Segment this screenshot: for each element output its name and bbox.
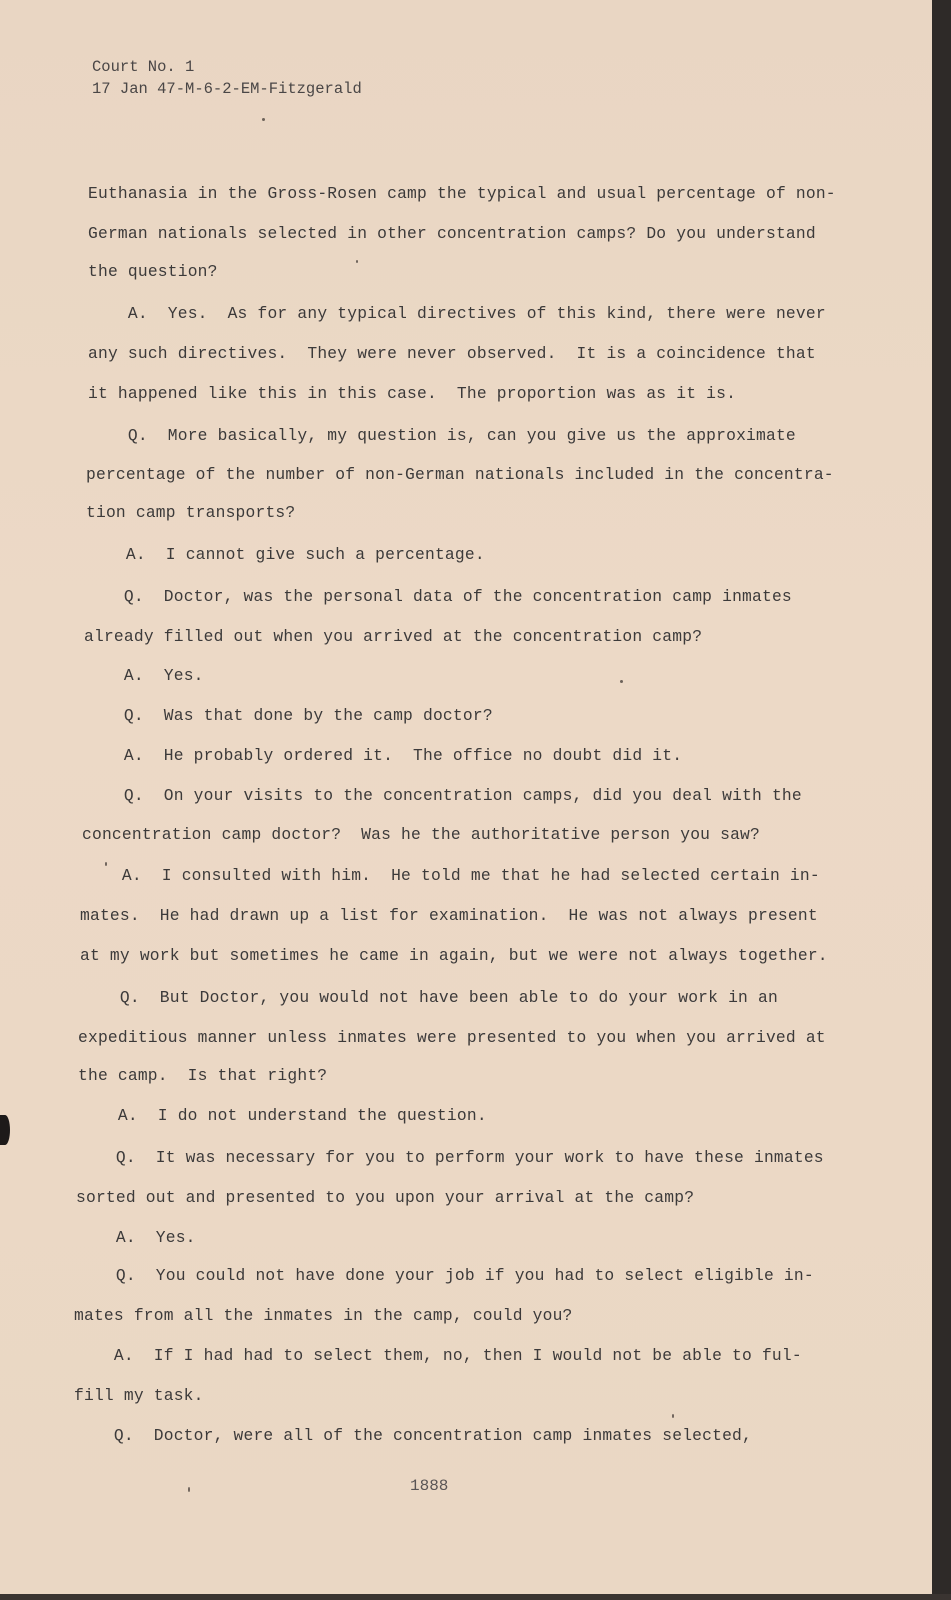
- transcript-line: the question?: [88, 262, 218, 281]
- transcript-line: mates. He had drawn up a list for examination. He was not always present: [80, 906, 818, 925]
- binding-hole: [0, 1115, 10, 1145]
- transcript-line: percentage of the number of non-German nationals included in the concentra-: [86, 465, 834, 484]
- scan-edge-bottom: [0, 1594, 951, 1600]
- transcript-reference: 17 Jan 47-M-6-2-EM-Fitzgerald: [92, 80, 362, 98]
- transcript-line: A. He probably ordered it. The office no doubt did it.: [84, 746, 683, 765]
- transcript-line: Euthanasia in the Gross-Rosen camp the typical and usual percentage of non-: [88, 184, 836, 203]
- transcript-line: A. I cannot give such a percentage.: [86, 545, 485, 564]
- transcript-line: mates from all the inmates in the camp, could you?: [74, 1306, 573, 1325]
- transcript-line: any such directives. They were never observed. It is a coincidence that: [88, 344, 816, 363]
- transcript-line: already filled out when you arrived at the concentration camp?: [84, 627, 703, 646]
- transcript-line: Q. You could not have done your job if you had to select eligible in-: [76, 1266, 814, 1285]
- transcript-line: Q. More basically, my question is, can you give us the approximate: [88, 426, 796, 445]
- transcript-line: at my work but sometimes he came in again, but we were not always together.: [80, 946, 828, 965]
- transcript-line: expeditious manner unless inmates were presented to you when you arrived at: [78, 1028, 826, 1047]
- transcript-line: A. I do not understand the question.: [78, 1106, 487, 1125]
- transcript-line: it happened like this in this case. The proportion was as it is.: [88, 384, 737, 403]
- transcript-line: A. Yes. As for any typical directives of this kind, there were never: [88, 304, 826, 323]
- transcript-line: A. I consulted with him. He told me that he had selected certain in-: [82, 866, 820, 885]
- transcript-line: A. Yes.: [76, 1228, 196, 1247]
- court-number: Court No. 1: [92, 58, 195, 76]
- page-number: 1888: [410, 1477, 449, 1495]
- transcript-line: Q. It was necessary for you to perform your work to have these inmates: [76, 1148, 824, 1167]
- transcript-line: tion camp transports?: [86, 503, 296, 522]
- transcript-line: fill my task.: [74, 1386, 204, 1405]
- scan-edge-right: [932, 0, 951, 1600]
- transcript-line: the camp. Is that right?: [78, 1066, 328, 1085]
- transcript-line: A. Yes.: [84, 666, 204, 685]
- transcript-line: sorted out and presented to you upon your arrival at the camp?: [76, 1188, 695, 1207]
- paper-speck: [672, 1414, 674, 1418]
- transcript-line: Q. On your visits to the concentration camps, did you deal with the: [84, 786, 802, 805]
- paper-speck: [188, 1487, 190, 1492]
- transcript-line: concentration camp doctor? Was he the authoritative person you saw?: [82, 825, 760, 844]
- transcript-line: Q. Was that done by the camp doctor?: [84, 706, 493, 725]
- paper-speck: [105, 862, 107, 866]
- transcript-line: Q. Doctor, were all of the concentration camp inmates selected,: [74, 1426, 752, 1445]
- transcript-line: Q. But Doctor, you would not have been able to do your work in an: [80, 988, 778, 1007]
- transcript-line: Q. Doctor, was the personal data of the concentration camp inmates: [84, 587, 792, 606]
- paper-speck: [262, 118, 265, 121]
- paper-speck: [356, 260, 358, 263]
- paper-speck: [620, 680, 623, 683]
- transcript-line: German nationals selected in other concentration camps? Do you understand: [88, 224, 816, 243]
- transcript-line: A. If I had had to select them, no, then I would not be able to ful-: [74, 1346, 802, 1365]
